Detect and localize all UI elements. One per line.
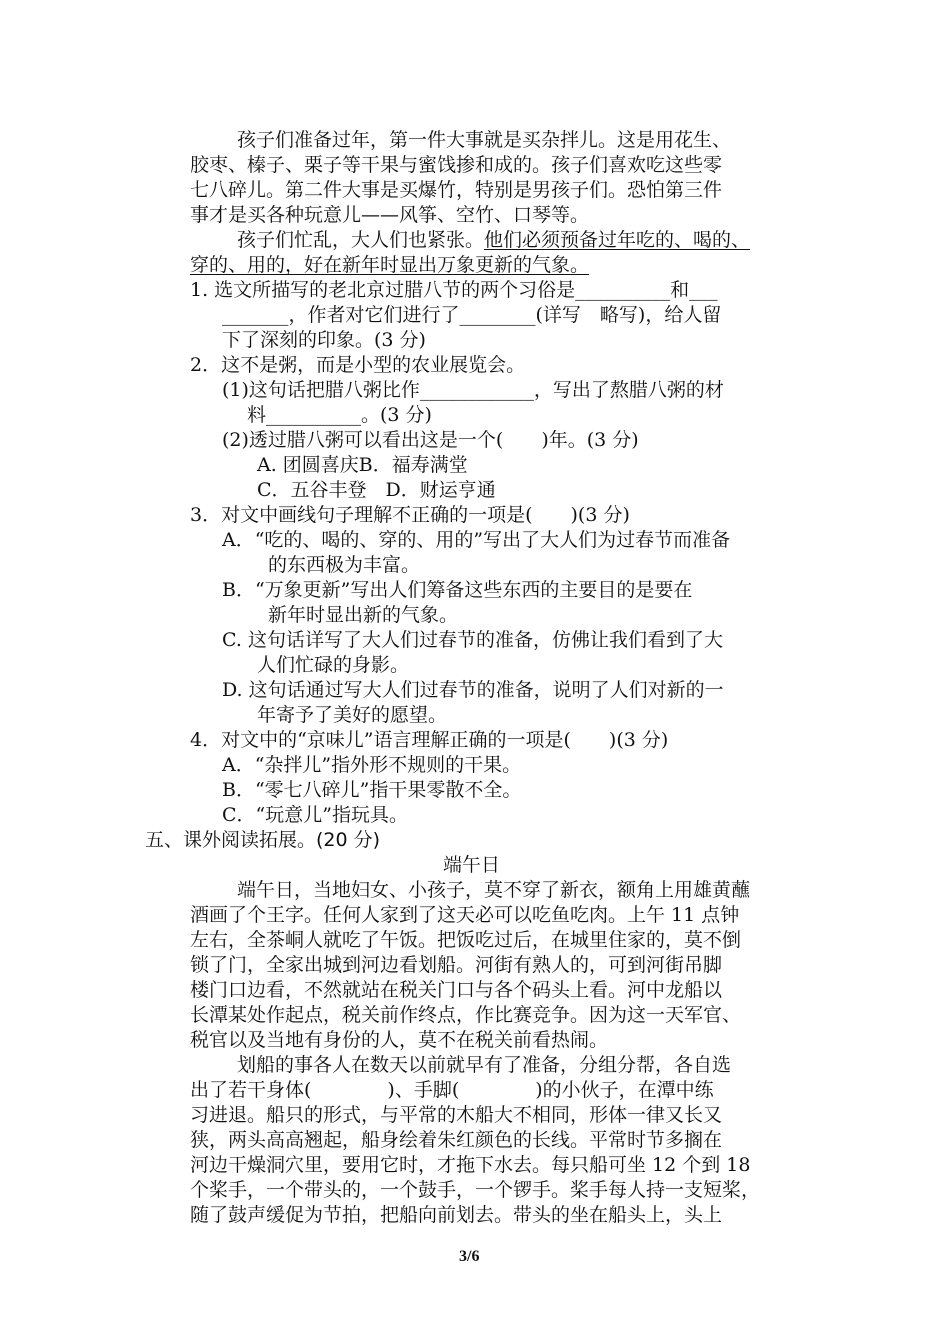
- q3-option-b-line1: B．“万象更新”写出人们筹备这些东西的主要目的是要在: [222, 579, 693, 601]
- passage1-p1-line2: 胶枣、榛子、栗子等干果与蜜饯掺和成的。孩子们喜欢吃这些零: [190, 154, 723, 176]
- q4-option-b: B．“零七八碎儿”指干果零散不全。: [222, 779, 522, 801]
- q2-sub1-line2: 料__________。(3 分): [247, 404, 432, 426]
- passage1-p1-line3: 七八碎儿。第二件大事是买爆竹，特别是男孩子们。恐怕第三件: [190, 179, 723, 201]
- page-number: [459, 1244, 479, 1269]
- page-total: 6: [471, 1248, 480, 1265]
- q3-option-a-line1: A．“吃的、喝的、穿的、用的”写出了大人们为过春节而准备: [222, 529, 731, 551]
- passage2-p2-line2: 出了若干身体( )、手脚( )的小伙子，在潭中练: [190, 1079, 714, 1101]
- q2-stem: 2．这不是粥，而是小型的农业展览会。: [190, 354, 526, 376]
- passage2-p2-line6: 个桨手，一个带头的，一个鼓手，一个锣手。桨手每人持一支短桨，: [190, 1179, 761, 1201]
- passage1-p2-prefix: 孩子们忙乱，大人们也紧张。: [237, 229, 485, 251]
- q3-option-d-line2: 年寄予了美好的愿望。: [257, 704, 448, 726]
- passage2-title: 端午日: [443, 854, 501, 876]
- passage2-p1-line6: 长潭某处作起点，税关前作终点，作比赛竞争。因为这一天军官、: [190, 1004, 742, 1026]
- passage2-p1-line2: 酒画了个王字。任何人家到了这天必可以吃鱼吃肉。上午 11 点钟: [190, 904, 740, 926]
- q4-option-a: A．“杂拌儿”指外形不规则的干果。: [222, 754, 522, 776]
- q4-option-c: C．“玩意儿”指玩具。: [222, 804, 408, 826]
- passage2-p1-line7: 税官以及当地有身份的人，莫不在税关前看热闹。: [190, 1029, 609, 1051]
- q1-line2: _______，作者对它们进行了________(详写 略写)，给人留: [222, 304, 722, 326]
- q3-option-c-line1: C. 这句话详写了大人们过春节的准备，仿佛让我们看到了大: [222, 629, 723, 651]
- q3-option-a-line2: 的东西极为丰富。: [268, 554, 421, 576]
- q3-option-c-line2: 人们忙碌的身影。: [257, 654, 410, 676]
- passage2-p2-line4: 狭，两头高高翘起，船身绘着朱红颜色的长线。平常时节多搁在: [190, 1129, 723, 1151]
- passage2-p1-line1: 端午日，当地妇女、小孩子，莫不穿了新衣，额角上用雄黄蘸: [237, 879, 751, 901]
- section5-heading: 五、课外阅读拓展。(20 分): [145, 829, 381, 851]
- page-separator: /: [467, 1248, 472, 1265]
- q2-sub1-line1: (1)这句话把腊八粥比作____________，写出了熬腊八粥的材: [222, 379, 724, 401]
- passage2-p1-line3: 左右，全茶峒人就吃了午饭。把饭吃过后，在城里住家的，莫不倒: [190, 929, 742, 951]
- passage1-p2-line1: [237, 228, 750, 253]
- q3-option-b-line2: 新年时显出新的气象。: [268, 604, 459, 626]
- passage1-p1-line1: 孩子们准备过年，第一件大事就是买杂拌儿。这是用花生、: [237, 129, 732, 151]
- q2-options-line2: C．五谷丰登 D．财运亨通: [257, 479, 496, 501]
- passage1-p1-line4: 事才是买各种玩意儿——风筝、空竹、口琴等。: [190, 204, 590, 226]
- page-current: 3: [459, 1248, 467, 1265]
- q1-line3: 下了深刻的印象。(3 分): [222, 329, 426, 351]
- q4-stem: 4．对文中的“京味儿”语言理解正确的一项是( )(3 分): [190, 729, 669, 751]
- q2-sub2: (2)透过腊八粥可以看出这是一个( )年。(3 分): [222, 429, 639, 451]
- passage2-p2-line7: 随了鼓声缓促为节拍，把船向前划去。带头的坐在船头上，头上: [190, 1204, 723, 1226]
- underlined-sentence-part2: 穿的、用的，好在新年时显出万象更新的气象。: [190, 254, 590, 276]
- passage2-p1-line5: 楼门口边看，不然就站在税关门口与各个码头上看。河中龙船以: [190, 979, 723, 1001]
- passage2-p2-line3: 习进退。船只的形式，与平常的木船大不相同，形体一律又长又: [190, 1104, 723, 1126]
- passage2-p1-line4: 锁了门，全家出城到河边看划船。河街有熟人的，可到河街吊脚: [190, 954, 723, 976]
- passage2-p2-line5: 河边干燥洞穴里，要用它时，才拖下水去。每只船可坐 12 个到 18: [190, 1154, 751, 1176]
- q3-stem: 3．对文中画线句子理解不正确的一项是( )(3 分): [190, 504, 630, 526]
- passage2-p2-line1: 划船的事各人在数天以前就早有了准备，分组分帮，各自选: [237, 1054, 732, 1076]
- q1-line1: 1. 选文所描写的老北京过腊八节的两个习俗是__________和___: [190, 279, 718, 301]
- q3-option-d-line1: D. 这句话通过写大人们过春节的准备，说明了人们对新的一: [222, 679, 724, 701]
- q2-options-line1: A. 团圆喜庆B．福寿满堂: [257, 454, 468, 476]
- underlined-sentence-part1: 他们必须预备过年吃的、喝的、: [484, 229, 751, 251]
